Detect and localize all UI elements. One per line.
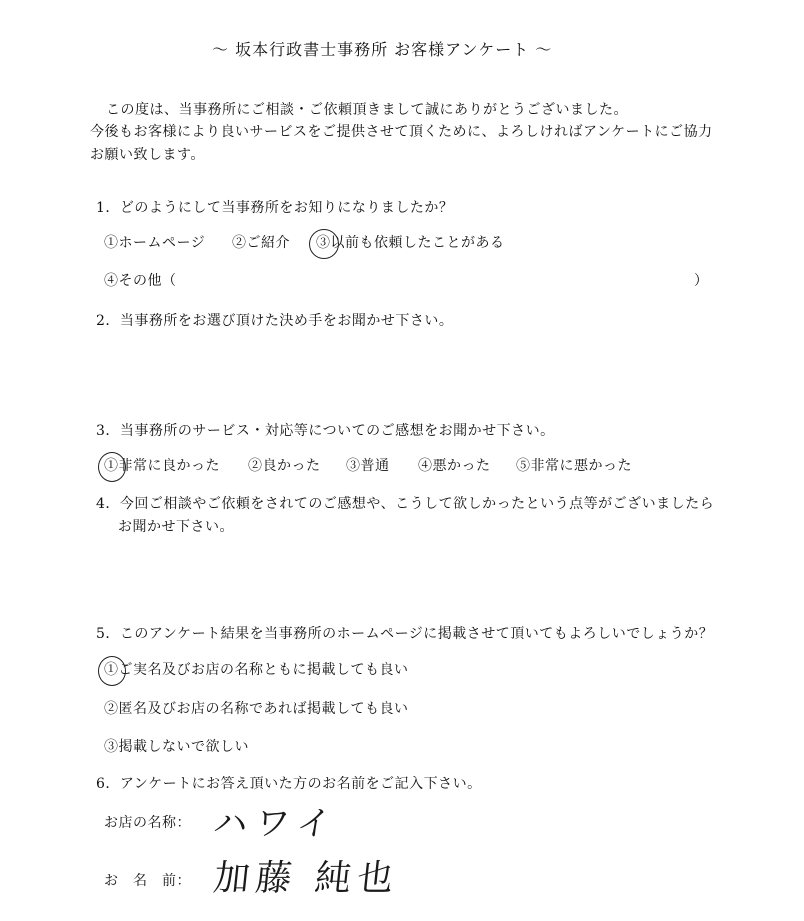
q1-option-homepage[interactable]: ①ホームページ [104,235,206,251]
q1-option-previous[interactable]: ③以前も依頼したことがある [316,235,505,251]
q6-question: 6．アンケートにお答え頂いた方のお名前をご記入下さい。 [96,776,482,792]
q1-option-referral[interactable]: ②ご紹介 [232,235,290,251]
q4-question-line-1: 4．今回ご相談やご依頼をされてのご感想や、こうして欲しかったという点等がございましたら [96,496,715,512]
intro-line-1: この度は、当事務所にご相談・ご依頼頂きまして誠にありがとうございました。 [106,102,628,118]
page-title: ～ 坂本行政書士事務所 お客様アンケート ～ [212,40,553,59]
q1-option-other-close: ） [694,273,709,289]
q5-question: 5．このアンケート結果を当事務所のホームページに掲載させて頂いてもよろしいでしょうか？ [96,626,714,642]
shop-name-handwritten: ハワイ [210,804,342,844]
q1-option-other[interactable]: ④その他（ [104,273,177,289]
q3-option-very-good[interactable]: ①非常に良かった [104,458,220,474]
intro-line-2: 今後もお客様により良いサービスをご提供させて頂くために、よろしければアンケートにご協力 [90,124,713,140]
q3-option-good[interactable]: ②良かった [248,458,321,474]
person-name-handwritten: 加藤 純也 [211,858,402,899]
person-name-label: お 名 前： [104,873,191,889]
q3-option-very-bad[interactable]: ⑤非常に悪かった [516,458,632,474]
q2-question: 2．当事務所をお選び頂けた決め手をお聞かせ下さい。 [96,313,454,329]
q5-option-anonymous[interactable]: ②匿名及びお店の名称であれば掲載しても良い [104,701,409,717]
q3-option-normal[interactable]: ③普通 [346,458,390,474]
q3-question: 3．当事務所のサービス・対応等についてのご感想をお聞かせ下さい。 [96,423,555,439]
q3-option-bad[interactable]: ④悪かった [418,458,491,474]
q4-question-line-2: お聞かせ下さい。 [118,519,234,535]
q5-option-real-name[interactable]: ①ご実名及びお店の名称ともに掲載しても良い [104,662,409,678]
shop-name-label: お店の名称： [104,815,191,831]
q5-option-no-publish[interactable]: ③掲載しないで欲しい [104,739,249,755]
q1-question: 1．どのようにして当事務所をお知りになりましたか？ [96,200,454,216]
intro-line-3: お願い致します。 [90,147,205,163]
